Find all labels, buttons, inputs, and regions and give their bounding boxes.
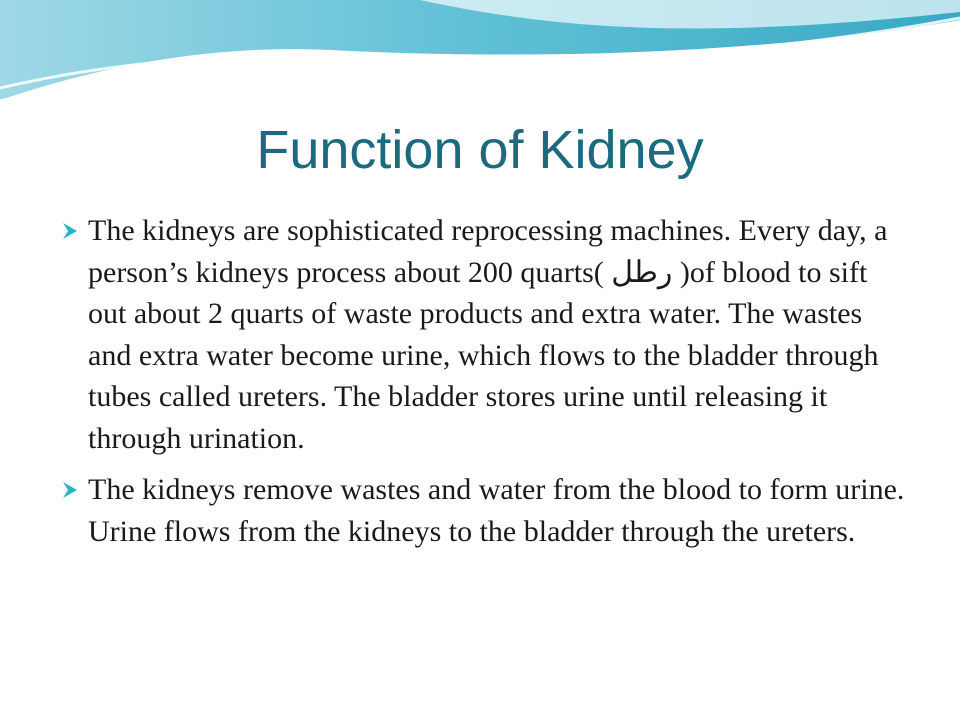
bullet-text: The kidneys are sophisticated reprocessing machines. Every day, a person’s kidneys process about 200 quarts( رطل )of blood to sift out about 2 quarts of waste products and extra water. The wastes and extra water become urine, which flows to the bladder through tubes called ureters. The bladder stores urine until releasing it through urination.	[88, 214, 888, 455]
bullet-list	[60, 210, 910, 562]
arrowhead-bullet-icon	[60, 480, 80, 500]
bullet-text: The kidneys remove wastes and water from the blood to form urine. Urine flows from the kidneys to the bladder through the ureters.	[88, 473, 905, 548]
arrowhead-bullet-icon	[60, 221, 80, 241]
header-wave-decoration	[0, 0, 960, 110]
bullet-item	[60, 210, 910, 459]
slide-title: Function of Kidney	[256, 120, 704, 180]
bullet-item	[60, 469, 910, 552]
